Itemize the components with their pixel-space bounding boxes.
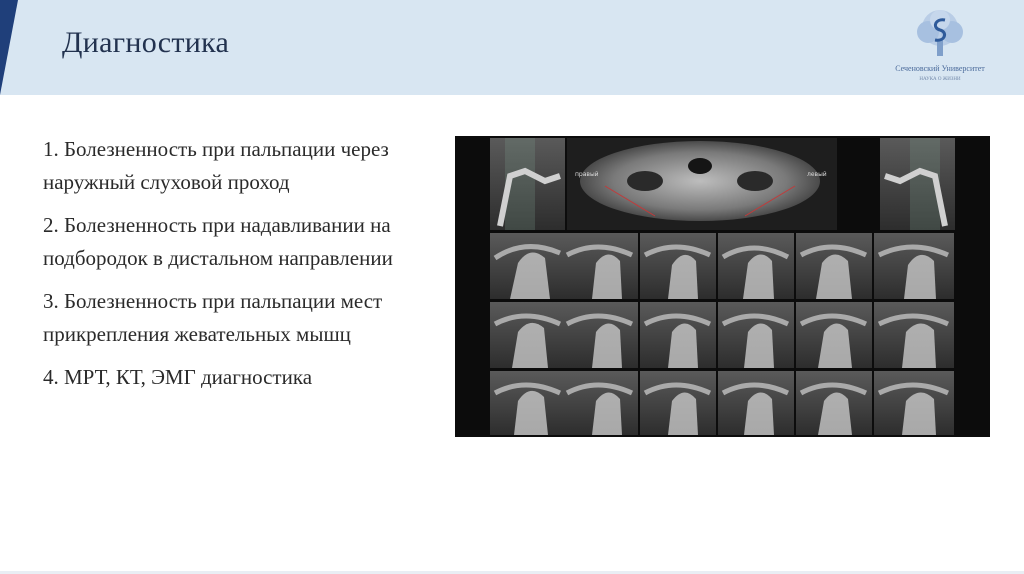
university-logo — [880, 8, 1000, 88]
bullet-item-3: 3. Болезненность при пальпации мест прикрепления жевательных мышц — [43, 289, 383, 346]
logo-motto: НАУКА О ЖИЗНИ — [919, 77, 961, 82]
label-right: правый — [575, 171, 599, 178]
bullet-item-4: 4. МРТ, КТ, ЭМГ диагностика — [43, 365, 313, 389]
ct-scan-graphic — [455, 136, 990, 437]
label-left: левый — [807, 171, 827, 178]
tmj-ct-scan-image — [455, 136, 990, 437]
bullet-list — [43, 133, 443, 404]
logo-university-name: Сеченовский Университет — [895, 64, 985, 73]
header-accent-stripe — [0, 0, 18, 95]
slide-title: Диагностика — [62, 26, 230, 59]
tree-s-icon — [910, 8, 970, 60]
bullet-item-1: 1. Болезненность при пальпации через наружный слуховой проход — [43, 137, 389, 194]
ct-slice-grid — [490, 233, 954, 435]
bullet-item-2: 2. Болезненность при надавливании на подбородок в дистальном направлении — [43, 213, 393, 270]
